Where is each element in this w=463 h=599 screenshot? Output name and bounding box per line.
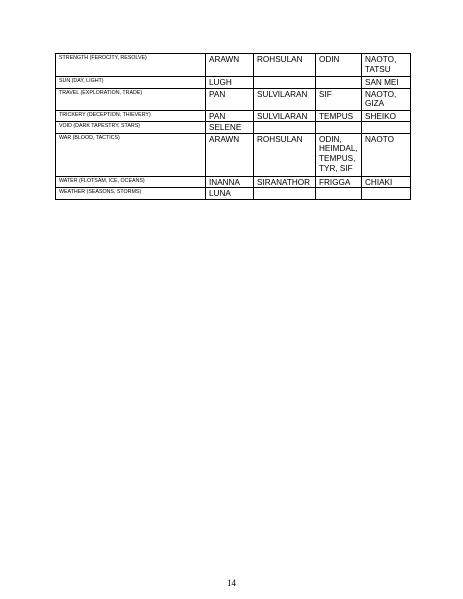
deity-cell: ARAWN <box>206 133 254 176</box>
deity-cell <box>316 77 362 89</box>
deity-cell: ROHSULAN <box>254 133 316 176</box>
table-row <box>56 188 411 200</box>
domain-cell: WAR (BLOOD, TACTICS) <box>56 133 206 176</box>
table-row <box>56 122 411 134</box>
domain-cell: VOID (DARK TAPESTRY, STARS) <box>56 122 206 134</box>
deity-cell: SIF <box>316 88 362 110</box>
deity-cell: ROHSULAN <box>254 54 316 77</box>
deity-cell: ARAWN <box>206 54 254 77</box>
table-row <box>56 54 411 77</box>
domain-cell: TRAVEL (EXPLORATION, TRADE) <box>56 88 206 110</box>
deity-cell: ODIN, HEIMDAL, TEMPUS, TYR, SIF <box>316 133 362 176</box>
deity-cell: LUNA <box>206 188 254 200</box>
deity-cell: SELENE <box>206 122 254 134</box>
table-row <box>56 88 411 110</box>
deity-cell: LUGH <box>206 77 254 89</box>
deity-cell: NAOTO, GIZA <box>362 88 411 110</box>
deity-cell <box>254 122 316 134</box>
deity-cell: SULVILARAN <box>254 88 316 110</box>
deity-cell: SHEIKO <box>362 110 411 122</box>
deity-cell: SIRANATHOR <box>254 176 316 188</box>
domain-cell: SUN (DAY, LIGHT) <box>56 77 206 89</box>
deity-cell: INANNA <box>206 176 254 188</box>
deity-cell <box>254 77 316 89</box>
table-row <box>56 110 411 122</box>
deity-cell: FRIGGA <box>316 176 362 188</box>
page-number: 14 <box>227 578 236 588</box>
table-row <box>56 133 411 176</box>
table-row <box>56 77 411 89</box>
deity-cell: NAOTO, TATSU <box>362 54 411 77</box>
deity-cell: SAN MEI <box>362 77 411 89</box>
table-row <box>56 176 411 188</box>
deity-cell <box>362 188 411 200</box>
deity-cell: ODIN <box>316 54 362 77</box>
deity-cell <box>316 188 362 200</box>
deity-cell <box>362 122 411 134</box>
deity-cell: PAN <box>206 110 254 122</box>
domain-cell: TRICKERY (DECEPTION, THIEVERY) <box>56 110 206 122</box>
deity-cell: PAN <box>206 88 254 110</box>
domain-cell: STRENGTH (FEROCITY, RESOLVE) <box>56 54 206 77</box>
domain-cell: WATER (FLOTSAM, ICE, OCEANS) <box>56 176 206 188</box>
deity-cell: SULVILARAN <box>254 110 316 122</box>
deity-cell: CHIAKI <box>362 176 411 188</box>
deity-domain-table <box>55 53 411 200</box>
deity-cell: NAOTO <box>362 133 411 176</box>
deity-cell <box>316 122 362 134</box>
deity-cell: TEMPUS <box>316 110 362 122</box>
deity-cell <box>254 188 316 200</box>
domain-cell: WEATHER (SEASONS, STORMS) <box>56 188 206 200</box>
